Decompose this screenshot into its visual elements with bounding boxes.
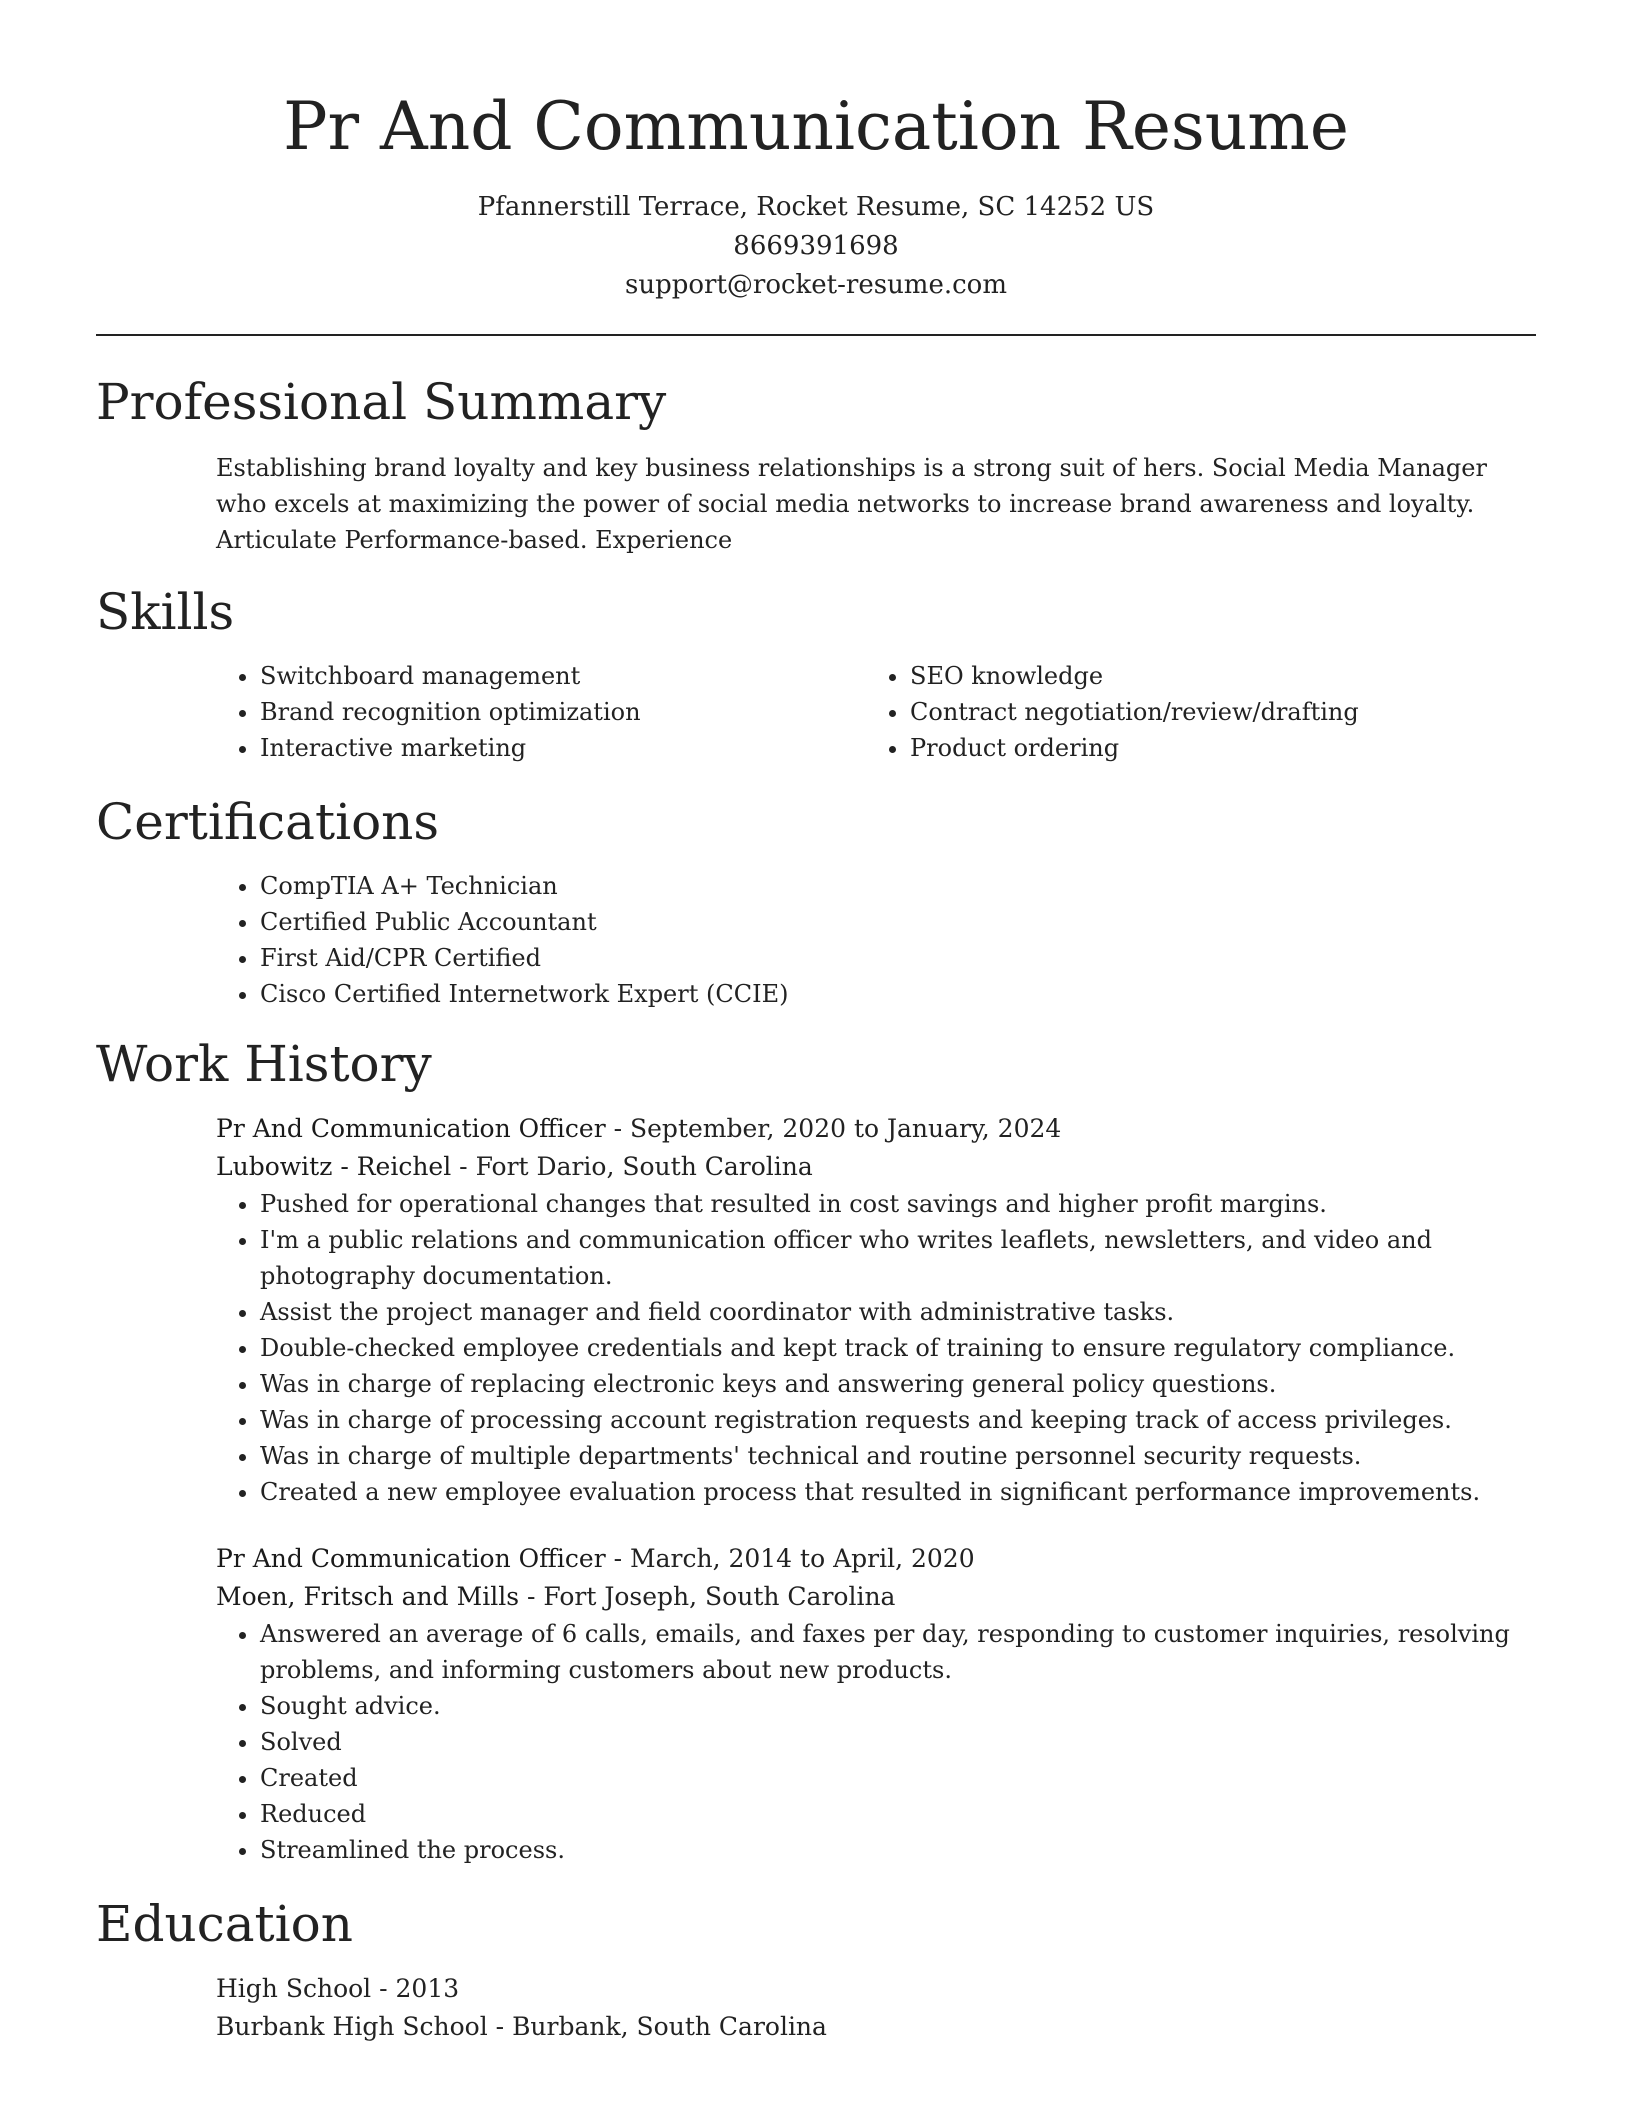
skill-item: • Brand recognition optimization: [260, 694, 866, 730]
job-duty-item: • Was in charge of replacing electronic keys and answering general policy questions.: [260, 1366, 1536, 1402]
education-school: Burbank High School: [216, 2012, 488, 2041]
education-degree: High School: [216, 1974, 372, 2003]
skill-item: • SEO knowledge: [910, 658, 1516, 694]
education-year: 2013: [395, 1974, 460, 2003]
summary-text: Establishing brand loyalty and key business relationships is a strong suit of hers. Social Media Manager who excels at maximizing the power of social media networks to increase brand awareness and loyalty. Articulate Performance-based. Experience: [216, 454, 1487, 554]
job-company: Moen, Fritsch and Mills: [216, 1582, 520, 1611]
job-duty-item: • Streamlined the process.: [260, 1832, 1536, 1868]
job-duty-item: • Was in charge of processing account registration requests and keeping track of access privileges.: [260, 1402, 1536, 1438]
certifications-list: [216, 868, 1536, 1012]
summary-heading: Professional Summary: [96, 373, 667, 431]
job-location: Fort Joseph, South Carolina: [543, 1582, 896, 1611]
skill-item: • Product ordering: [910, 730, 1516, 766]
skills-column-right: [866, 658, 1516, 766]
certifications-block: [216, 868, 1536, 1012]
skills-list-right: [866, 658, 1516, 766]
resume-title: Pr And Communication Resume: [283, 88, 1349, 165]
job-duty-item: • Assist the project manager and field coordinator with administrative tasks.: [260, 1294, 1536, 1330]
job-duty-item: • Created a new employee evaluation process that resulted in significant performance improvements.: [260, 1474, 1536, 1510]
certification-item: • Cisco Certified Internetwork Expert (CCIE): [260, 976, 1536, 1012]
skills-column-left: [216, 658, 866, 766]
job-company-line: Lubowitz - Reichel - Fort Dario, South Carolina: [216, 1152, 813, 1181]
education-school-line: Burbank High School - Burbank, South Carolina: [216, 2012, 827, 2041]
contact-email: support@rocket-resume.com: [624, 270, 1007, 300]
skill-item: • Contract negotiation/review/drafting: [910, 694, 1516, 730]
job-title-line: Pr And Communication Officer - March, 2014 to April, 2020: [216, 1544, 975, 1573]
education-heading: Education: [96, 1895, 353, 1953]
job-duty-item: • Solved: [260, 1724, 1536, 1760]
job-duty-item: • Sought advice.: [260, 1688, 1536, 1724]
education-location: Burbank, South Carolina: [512, 2012, 827, 2041]
job-duty-item: • Pushed for operational changes that resulted in cost savings and higher profit margins.: [260, 1186, 1536, 1222]
job-dates: March, 2014 to April, 2020: [630, 1544, 975, 1573]
job-entry: [216, 1110, 1536, 1510]
job-duty-item: • Reduced: [260, 1796, 1536, 1832]
certifications-heading: Certifications: [96, 793, 440, 851]
job-title: Pr And Communication Officer: [216, 1544, 606, 1573]
job-duties-list: [216, 1616, 1536, 1868]
skills-heading: Skills: [96, 583, 235, 641]
header-divider: [96, 334, 1536, 336]
certification-item: • CompTIA A+ Technician: [260, 868, 1536, 904]
education-entry: [216, 1970, 1536, 2046]
job-duty-item: • Created: [260, 1760, 1536, 1796]
education-degree-line: High School - 2013: [216, 1974, 460, 2003]
skills-grid: [216, 658, 1536, 766]
job-duty-item: • Double-checked employee credentials and kept track of training to ensure regulatory compliance.: [260, 1330, 1536, 1366]
skill-item: • Interactive marketing: [260, 730, 866, 766]
job-title: Pr And Communication Officer: [216, 1114, 606, 1143]
certification-item: • Certified Public Accountant: [260, 904, 1536, 940]
work-history-heading: Work History: [96, 1035, 432, 1093]
job-location: Fort Dario, South Carolina: [475, 1152, 813, 1181]
job-duty-item: • Was in charge of multiple departments' technical and routine personnel security requests.: [260, 1438, 1536, 1474]
contact-address: Pfannerstill Terrace, Rocket Resume, SC 14252 US: [477, 192, 1155, 222]
job-dates: September, 2020 to January, 2024: [630, 1114, 1062, 1143]
job-company: Lubowitz - Reichel: [216, 1152, 452, 1181]
contact-block: [96, 188, 1536, 305]
job-entry: [216, 1540, 1536, 1868]
skill-item: • Switchboard management: [260, 658, 866, 694]
job-duties-list: [216, 1186, 1536, 1510]
resume-page: [96, 0, 1536, 2046]
skills-list-left: [216, 658, 866, 766]
job-title-line: Pr And Communication Officer - September, 2020 to January, 2024: [216, 1114, 1062, 1143]
contact-phone: 8669391698: [733, 231, 899, 261]
job-duty-item: • Answered an average of 6 calls, emails, and faxes per day, responding to customer inquiries, resolving problems, and informing customers about new products.: [260, 1616, 1536, 1688]
job-company-line: Moen, Fritsch and Mills - Fort Joseph, South Carolina: [216, 1582, 896, 1611]
job-duty-item: • I'm a public relations and communication officer who writes leaflets, newsletters, and video and photography documentation.: [260, 1222, 1536, 1294]
certification-item: • First Aid/CPR Certified: [260, 940, 1536, 976]
